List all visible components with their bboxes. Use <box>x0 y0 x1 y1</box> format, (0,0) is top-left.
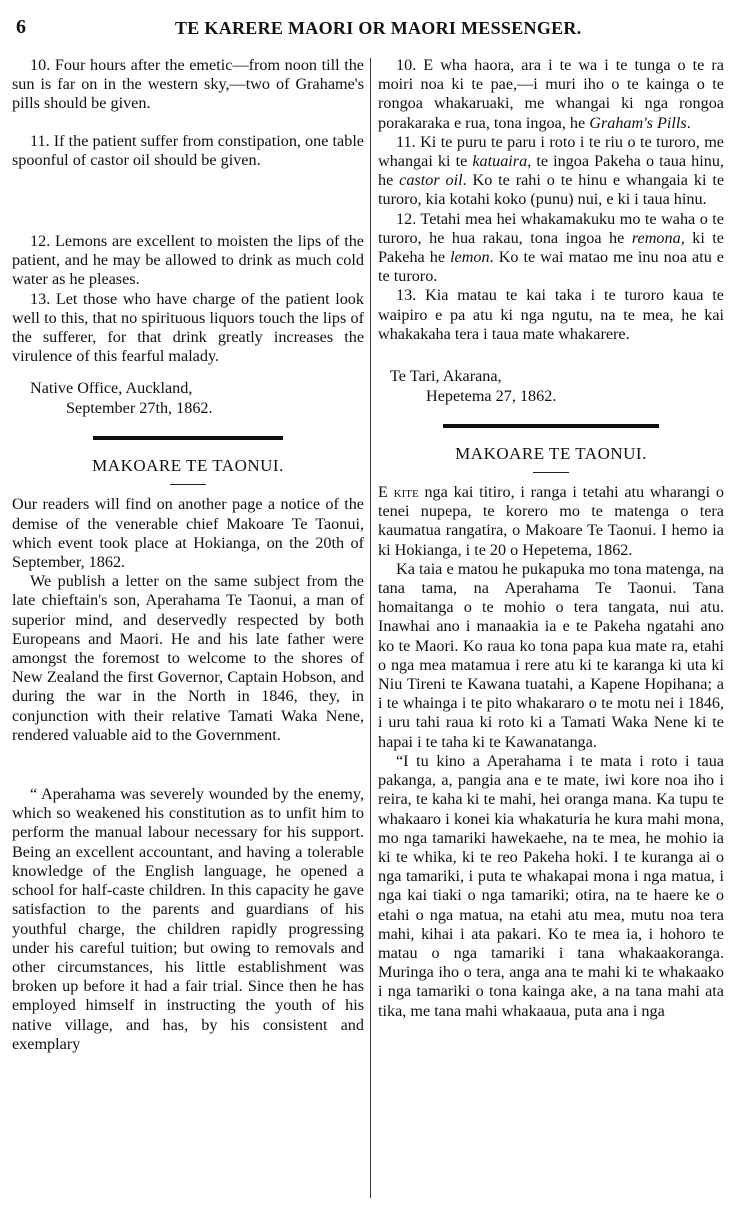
page-number: 6 <box>16 16 26 38</box>
notice-paragraph-1-english: Our readers will find on another page a notice of the demise of the venerable chief Makoare Te Taonui, which event took place at Hokianga, on the 20th of September, 1862. <box>12 495 364 572</box>
section-rule <box>93 436 283 440</box>
english-column <box>12 56 364 1054</box>
item-13-maori: 13. Kia matau te kai taka i te turoro kaua te waipiro e pa atu ki nga ngutu, na te mea, he kai whakakaha tera i taua mate whakarere. <box>378 286 724 343</box>
sign-office-maori: Te Tari, Akarana, <box>390 367 502 386</box>
item-11-english: 11. If the patient suffer from constipation, one table spoonful of castor oil should be given. <box>12 131 364 169</box>
section-rule <box>443 424 659 428</box>
page-header <box>0 16 736 44</box>
section-title-english: MAKOARE TE TAONUI. <box>92 456 284 476</box>
item-11-maori: 11. Ki te puru te paru i roto i te riu o te turoro, me whangai ki te katuaira, te ingoa Pakeha o taua hinu, he castor oil. Ko te rahi o te hinu e whangaia ki te turoro, kia kotahi koko (punu) nui, e ki i taua hinu. <box>378 132 725 209</box>
quote-paragraph-maori: “I tu kino a Aperahama i te mata i roto i taua pakanga, a, pangia ana e te mate, iwi kore noa iho i reira, te kaha ki te mahi, hei oranga mana. Ka tupu te whakaaro i konei kia whakaturia he kura mahi mona, mo nga tamariki hawekaehe, na te mea, he mohio ia ki te whika, ki te reo Pakeha hoki. I te kuranga ai o nga tamariki, i puta te whakapai mona i nga matua, i nga kai tiaki o nga tamariki; otira, na te haere ke o etahi o nga matua, na etahi atu mea, mutu noa tera mahi, kihai i ata pakari. Ko te mea ia, i hohoro te matau o nga tamariki i tana whakaakoranga. Muringa iho o tera, anga ana te mahi ki te whakaako i nga tamariki o tona kainga ake, a na tana mahi ata tika, me tana mahi whakaaua, puta ana i nga <box>378 751 724 1020</box>
maori-column <box>378 56 724 1021</box>
title-underline <box>170 484 206 485</box>
item-12-english: 12. Lemons are excellent to moisten the lips of the patient, and he may be allowed to drink as much cold water as he pleases. <box>12 232 364 289</box>
sign-date-english: September 27th, 1862. <box>66 399 213 418</box>
sign-date-maori: Hepetema 27, 1862. <box>426 387 557 406</box>
sign-office-english: Native Office, Auckland, <box>30 379 193 398</box>
quote-paragraph-english: “ Aperahama was severely wounded by the enemy, which so weakened his constitution as to unfit him to perform the manual labour necessary for his support. Being an excellent accountant, and having a tolerable knowledge of the English language, he opened a school for half-caste children. In this capacity he gave satisfaction to the parents and guardians of his youthful charge, the children rapidly progressing under his careful tuition; but owing to removals and other circumstances, his little establishment was broken up before it had a fair trial. Since then he has employed himself in instructing the youth of his native village, and has, by his consistent and exemplary <box>12 785 364 1053</box>
notice-paragraph-2-maori: Ka taia e matou he pukapuka mo tona matenga, na tana tama, na Aperahama Te Taonui. Tana homaitanga o te mohio o tera tangata, nui atu. Inawhai ano i manaakia ia e te Pakeha ngatahi ano ko te Maori. Ko raua ko tona papa kua mate ra, etahi o nga mea matamua i rere atu ki te karanga ki uta ki Niu Tireni te Kawana tuatahi, a Kapene Hopihana; a i te whainga i te pito whakararo o te motu nei i 1846, i uru tahi raua ki roto ki a Tamati Waka Nene ki te hapai i te taha ki te Kawanatanga. <box>378 559 724 751</box>
newspaper-title: TE KARERE MAORI OR MAORI MESSENGER. <box>175 18 582 38</box>
notice-paragraph-1-maori: E kite nga kai titiro, i ranga i tetahi atu wharangi o tenei nupepa, te korero mo te matenga o tera kaumatua rangatira, o Makoare Te Taonui. I hemo ia ki Hokianga, i te 20 o Hepetema, 1862. <box>378 483 724 559</box>
column-divider <box>370 58 371 1198</box>
section-title-maori: MAKOARE TE TAONUI. <box>455 444 647 464</box>
title-underline <box>533 472 569 473</box>
item-10-maori: 10. E wha haora, ara i te wa i te tunga o te ra moiri noa ki te pae,—i muri iho o te kainga o te rongoa whakaruaki, me whangai ki nga rongoa porakaraka e rua, tona ingoa, he Graham's Pills. <box>378 56 724 132</box>
item-13-english: 13. Let those who have charge of the patient look well to this, that no spirituous liquors touch the lips of the sufferer, for that drink greatly increases the virulence of this fearful malady. <box>12 289 364 366</box>
notice-paragraph-2-english: We publish a letter on the same subject from the late chieftain's son, Aperahama Te Taonui, a man of superior mind, and deservedly respected by both Europeans and Maori. He and his late father were amongst the foremost to welcome to the shores of New Zealand the first Governor, Captain Hobson, and during the war in the North in 1846, they, in conjunction with their relative Tamati Waka Nene, rendered valuable aid to the Government. <box>12 572 364 744</box>
item-10-english: 10. Four hours after the emetic—from noon till the sun is far on in the western sky,—two of Grahame's pills should be given. <box>12 56 364 113</box>
item-12-maori: 12. Tetahi mea hei whakamakuku mo te waha o te turoro, he hua rakau, tona ingoa he remona, ki te Pakeha he lemon. Ko te wai matao me inu noa atu e te turoro. <box>378 209 724 286</box>
